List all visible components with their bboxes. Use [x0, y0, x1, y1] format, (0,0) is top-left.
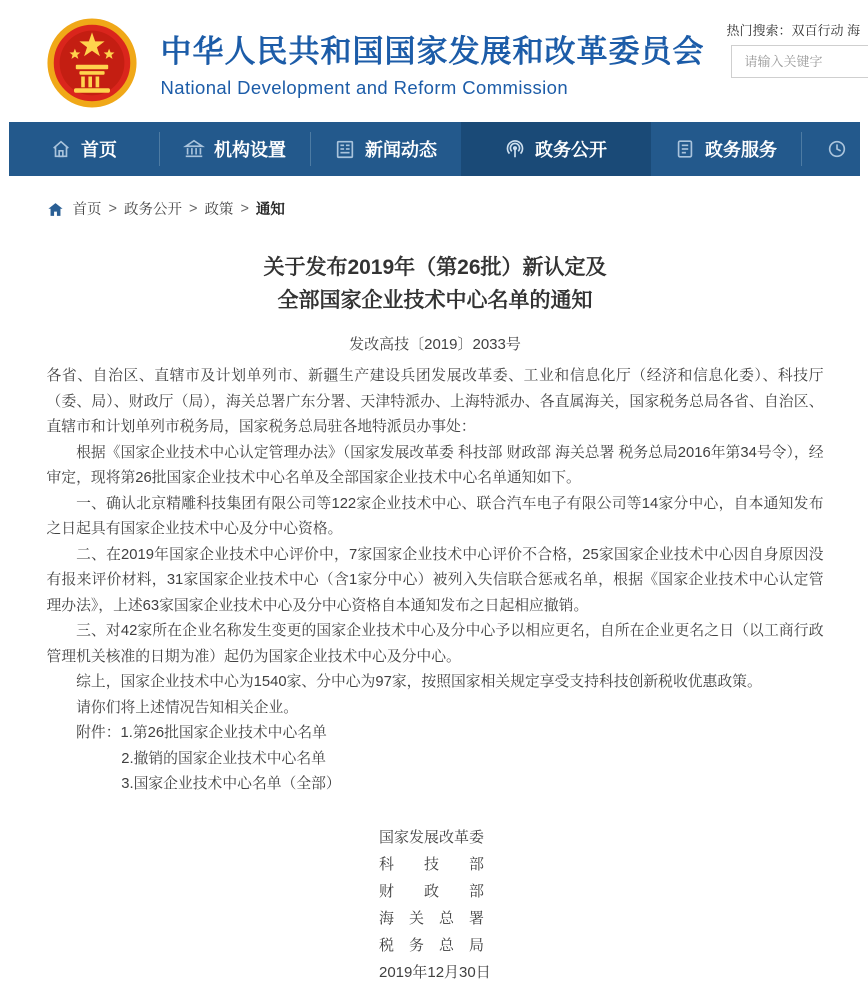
- paragraph-summary: 综上，国家企业技术中心为1540家、分中心为97家，按照国家相关规定享受支持科技创新税收优惠政策。: [47, 670, 824, 696]
- signature-agency-mof: 财 政 部: [379, 878, 491, 905]
- nav-item-gov-disclosure[interactable]: [461, 122, 651, 176]
- nav-item-org[interactable]: [160, 122, 310, 176]
- attachment-1: 附件：1.第26批国家企业技术中心名单: [47, 721, 824, 747]
- hot-search-terms[interactable]: 双百行动 海: [792, 23, 861, 38]
- signature-agency-tax: 税 务 总 局: [379, 932, 491, 959]
- document-icon: [674, 138, 696, 160]
- breadcrumb-separator: >: [240, 201, 248, 217]
- signature-agency-ndrc: 国家发展改革委: [379, 824, 491, 851]
- paragraph-item-2: 二、在2019年国家企业技术中心评价中，7家国家企业技术中心评价不合格，25家国家企业技术中心因自身原因没有报来评价材料，31家国家企业技术中心（含1家分中心）被列入失信联合惩戒名单，根据《国家企业技术中心认定管理办法》，上述63家国家企业技术中心及分中心资格自本通知发布之日起相应撤销。: [47, 543, 824, 620]
- page: [9, 0, 860, 870]
- signature-block: [379, 824, 491, 986]
- attachments: [47, 721, 824, 798]
- site-title-chinese: 中华人民共和国国家发展和改革委员会: [161, 26, 705, 71]
- search-box: [731, 45, 868, 78]
- signature-agency-most: 科 技 部: [379, 851, 491, 878]
- national-emblem-logo: [47, 18, 137, 108]
- broadcast-icon: [504, 138, 526, 160]
- nav-label: 首页: [81, 136, 117, 162]
- nav-item-news[interactable]: [311, 122, 461, 176]
- breadcrumb-item-home[interactable]: 首页: [73, 198, 102, 219]
- breadcrumb-home-icon[interactable]: [47, 201, 64, 217]
- hot-search: [727, 20, 861, 39]
- attachment-2: 2.撤销的国家企业技术中心名单: [47, 747, 824, 773]
- nav-label: 政务公开: [535, 136, 607, 162]
- paragraph-basis: 根据《国家企业技术中心认定管理办法》（国家发展改革委 科技部 财政部 海关总署 税务总局2016年第34号令），经审定，现将第26批国家企业技术中心名单及全部国家企业技术中心名单通知如下。: [47, 441, 824, 492]
- hot-search-label: 热门搜索：: [727, 23, 792, 38]
- document-title: [47, 251, 824, 317]
- nav-label: 机构设置: [214, 136, 286, 162]
- document-body: [47, 364, 824, 721]
- home-icon: [50, 138, 72, 160]
- paragraph-notify: 请你们将上述情况告知相关企业。: [47, 696, 824, 722]
- bank-icon: [183, 138, 205, 160]
- breadcrumb-item-disclosure[interactable]: 政务公开: [124, 198, 182, 219]
- search-input[interactable]: [732, 46, 868, 77]
- site-titles: [161, 26, 705, 99]
- signature-agency-customs: 海 关 总 署: [379, 905, 491, 932]
- attachment-3: 3.国家企业技术中心名单（全部）: [47, 772, 824, 798]
- nav-label: 新闻动态: [365, 136, 437, 162]
- clock-icon: [826, 138, 848, 160]
- document-title-line2: 全部国家企业技术中心名单的通知: [47, 284, 824, 317]
- newspaper-icon: [334, 138, 356, 160]
- document-number: 发改高技〔2019〕2033号: [47, 333, 824, 354]
- breadcrumb-separator: >: [189, 201, 197, 217]
- breadcrumb-item-policy[interactable]: 政策: [204, 198, 233, 219]
- nav-item-partial[interactable]: [802, 122, 848, 176]
- site-header: [9, 0, 860, 122]
- document-title-line1: 关于发布2019年（第26批）新认定及: [47, 251, 824, 284]
- paragraph-recipients: 各省、自治区、直辖市及计划单列市、新疆生产建设兵团发展改革委、工业和信息化厅（经济和信息化委）、科技厅（委、局）、财政厅（局），海关总署广东分署、天津特派办、上海特派办、各直属海关，国家税务总局各省、自治区、直辖市和计划单列市税务局，国家税务总局驻各地特派员办事处：: [47, 364, 824, 441]
- nav-item-home[interactable]: [9, 122, 159, 176]
- breadcrumb: [9, 176, 860, 229]
- nav-label: 政务服务: [705, 136, 777, 162]
- breadcrumb-item-notice: 通知: [256, 198, 285, 219]
- breadcrumb-separator: >: [109, 201, 117, 217]
- paragraph-item-3: 三、对42家所在企业名称发生变更的国家企业技术中心及分中心予以相应更名，自所在企业更名之日（以工商行政管理机关核准的日期为准）起仍为国家企业技术中心及分中心。: [47, 619, 824, 670]
- nav-item-gov-service[interactable]: [651, 122, 801, 176]
- site-title-english: National Development and Reform Commission: [161, 77, 705, 99]
- signature-date: 2019年12月30日: [379, 959, 491, 986]
- main-nav: [9, 122, 860, 176]
- paragraph-item-1: 一、确认北京精雕科技集团有限公司等122家企业技术中心、联合汽车电子有限公司等14家分中心，自本通知发布之日起具有国家企业技术中心及分中心资格。: [47, 492, 824, 543]
- document-content: [9, 229, 860, 986]
